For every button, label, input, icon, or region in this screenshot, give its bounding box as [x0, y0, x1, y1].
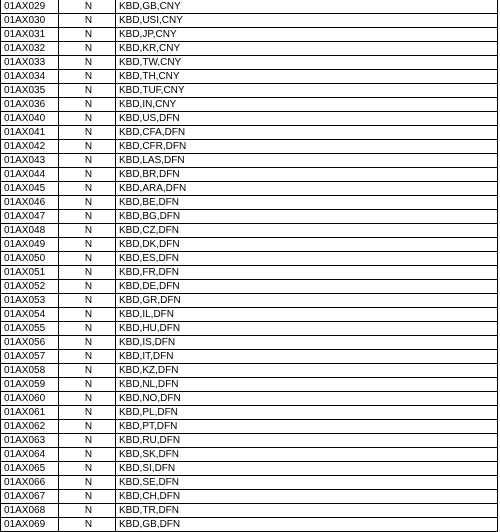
description-cell: KBD,NO,DFN: [116, 392, 498, 406]
description-cell: KBD,JP,CNY: [116, 28, 498, 42]
table-row: [1, 126, 498, 140]
description-cell: KBD,CZ,DFN: [116, 224, 498, 238]
part-code-cell: 01AX052: [1, 280, 59, 294]
flag-cell: N: [59, 224, 116, 238]
flag-cell: N: [59, 294, 116, 308]
table-row: [1, 70, 498, 84]
table-row: [1, 154, 498, 168]
table-row: [1, 350, 498, 364]
flag-cell: N: [59, 0, 116, 14]
description-cell: KBD,SK,DFN: [116, 448, 498, 462]
part-code-cell: 01AX046: [1, 196, 59, 210]
description-cell: KBD,PT,DFN: [116, 420, 498, 434]
flag-cell: N: [59, 280, 116, 294]
part-code-cell: 01AX031: [1, 28, 59, 42]
part-code-cell: 01AX051: [1, 266, 59, 280]
table-row: [1, 196, 498, 210]
flag-cell: N: [59, 154, 116, 168]
flag-cell: N: [59, 182, 116, 196]
description-cell: KBD,IL,DFN: [116, 308, 498, 322]
table-row: [1, 42, 498, 56]
description-cell: KBD,BR,DFN: [116, 168, 498, 182]
description-cell: KBD,CH,DFN: [116, 490, 498, 504]
flag-cell: N: [59, 196, 116, 210]
description-cell: KBD,LAS,DFN: [116, 154, 498, 168]
table-row: [1, 210, 498, 224]
flag-cell: N: [59, 336, 116, 350]
description-cell: KBD,TW,CNY: [116, 56, 498, 70]
description-cell: KBD,GB,DFN: [116, 518, 498, 532]
table-row: [1, 98, 498, 112]
part-code-cell: 01AX055: [1, 322, 59, 336]
table-row: [1, 266, 498, 280]
part-code-cell: 01AX057: [1, 350, 59, 364]
part-code-cell: 01AX050: [1, 252, 59, 266]
description-cell: KBD,CFR,DFN: [116, 140, 498, 154]
table-row: [1, 84, 498, 98]
flag-cell: N: [59, 252, 116, 266]
table-row: [1, 420, 498, 434]
table-row: [1, 112, 498, 126]
flag-cell: N: [59, 112, 116, 126]
part-code-cell: 01AX053: [1, 294, 59, 308]
description-cell: KBD,RU,DFN: [116, 434, 498, 448]
table-row: [1, 182, 498, 196]
part-code-cell: 01AX058: [1, 364, 59, 378]
part-code-cell: 01AX040: [1, 112, 59, 126]
flag-cell: N: [59, 84, 116, 98]
flag-cell: N: [59, 476, 116, 490]
description-cell: KBD,BE,DFN: [116, 196, 498, 210]
table-row: [1, 140, 498, 154]
part-code-cell: 01AX054: [1, 308, 59, 322]
parts-table-body: [1, 0, 498, 532]
description-cell: KBD,TUF,CNY: [116, 84, 498, 98]
table-row: [1, 518, 498, 532]
table-row: [1, 364, 498, 378]
table-row: [1, 378, 498, 392]
part-code-cell: 01AX041: [1, 126, 59, 140]
part-code-cell: 01AX032: [1, 42, 59, 56]
part-code-cell: 01AX063: [1, 434, 59, 448]
part-code-cell: 01AX059: [1, 378, 59, 392]
table-row: [1, 392, 498, 406]
part-code-cell: 01AX066: [1, 476, 59, 490]
flag-cell: N: [59, 266, 116, 280]
part-code-cell: 01AX069: [1, 518, 59, 532]
description-cell: KBD,TH,CNY: [116, 70, 498, 84]
part-code-cell: 01AX036: [1, 98, 59, 112]
flag-cell: N: [59, 168, 116, 182]
description-cell: KBD,NL,DFN: [116, 378, 498, 392]
part-code-cell: 01AX061: [1, 406, 59, 420]
flag-cell: N: [59, 406, 116, 420]
flag-cell: N: [59, 504, 116, 518]
flag-cell: N: [59, 364, 116, 378]
table-row: [1, 336, 498, 350]
description-cell: KBD,GR,DFN: [116, 294, 498, 308]
description-cell: KBD,SE,DFN: [116, 476, 498, 490]
description-cell: KBD,IT,DFN: [116, 350, 498, 364]
flag-cell: N: [59, 14, 116, 28]
part-code-cell: 01AX029: [1, 0, 59, 14]
description-cell: KBD,DK,DFN: [116, 238, 498, 252]
table-row: [1, 406, 498, 420]
table-row: [1, 224, 498, 238]
flag-cell: N: [59, 490, 116, 504]
part-code-cell: 01AX049: [1, 238, 59, 252]
table-row: [1, 504, 498, 518]
description-cell: KBD,PL,DFN: [116, 406, 498, 420]
flag-cell: N: [59, 448, 116, 462]
flag-cell: N: [59, 308, 116, 322]
table-row: [1, 476, 498, 490]
description-cell: KBD,SI,DFN: [116, 462, 498, 476]
part-code-cell: 01AX056: [1, 336, 59, 350]
description-cell: KBD,BG,DFN: [116, 210, 498, 224]
table-row: [1, 322, 498, 336]
table-row: [1, 56, 498, 70]
part-code-cell: 01AX030: [1, 14, 59, 28]
flag-cell: N: [59, 462, 116, 476]
flag-cell: N: [59, 420, 116, 434]
description-cell: KBD,IS,DFN: [116, 336, 498, 350]
description-cell: KBD,ARA,DFN: [116, 182, 498, 196]
part-code-cell: 01AX034: [1, 70, 59, 84]
table-row: [1, 434, 498, 448]
flag-cell: N: [59, 434, 116, 448]
part-code-cell: 01AX035: [1, 84, 59, 98]
flag-cell: N: [59, 42, 116, 56]
flag-cell: N: [59, 28, 116, 42]
flag-cell: N: [59, 518, 116, 532]
description-cell: KBD,IN,CNY: [116, 98, 498, 112]
table-row: [1, 238, 498, 252]
table-row: [1, 448, 498, 462]
part-code-cell: 01AX045: [1, 182, 59, 196]
table-row: [1, 462, 498, 476]
part-code-cell: 01AX048: [1, 224, 59, 238]
table-row: [1, 168, 498, 182]
flag-cell: N: [59, 322, 116, 336]
flag-cell: N: [59, 70, 116, 84]
flag-cell: N: [59, 238, 116, 252]
flag-cell: N: [59, 56, 116, 70]
part-code-cell: 01AX033: [1, 56, 59, 70]
flag-cell: N: [59, 392, 116, 406]
description-cell: KBD,KZ,DFN: [116, 364, 498, 378]
table-row: [1, 14, 498, 28]
part-code-cell: 01AX064: [1, 448, 59, 462]
part-code-cell: 01AX060: [1, 392, 59, 406]
part-code-cell: 01AX065: [1, 462, 59, 476]
flag-cell: N: [59, 210, 116, 224]
description-cell: KBD,USI,CNY: [116, 14, 498, 28]
part-code-cell: 01AX067: [1, 490, 59, 504]
table-row: [1, 294, 498, 308]
part-code-cell: 01AX068: [1, 504, 59, 518]
table-row: [1, 252, 498, 266]
description-cell: KBD,US,DFN: [116, 112, 498, 126]
table-row: [1, 0, 498, 14]
table-row: [1, 280, 498, 294]
flag-cell: N: [59, 378, 116, 392]
flag-cell: N: [59, 350, 116, 364]
description-cell: KBD,CFA,DFN: [116, 126, 498, 140]
description-cell: KBD,FR,DFN: [116, 266, 498, 280]
table-row: [1, 490, 498, 504]
table-row: [1, 28, 498, 42]
flag-cell: N: [59, 126, 116, 140]
description-cell: KBD,GB,CNY: [116, 0, 498, 14]
description-cell: KBD,KR,CNY: [116, 42, 498, 56]
part-code-cell: 01AX044: [1, 168, 59, 182]
part-code-cell: 01AX043: [1, 154, 59, 168]
description-cell: KBD,ES,DFN: [116, 252, 498, 266]
description-cell: KBD,DE,DFN: [116, 280, 498, 294]
description-cell: KBD,HU,DFN: [116, 322, 498, 336]
part-code-cell: 01AX047: [1, 210, 59, 224]
table-row: [1, 308, 498, 322]
flag-cell: N: [59, 140, 116, 154]
part-code-cell: 01AX062: [1, 420, 59, 434]
flag-cell: N: [59, 98, 116, 112]
part-code-cell: 01AX042: [1, 140, 59, 154]
description-cell: KBD,TR,DFN: [116, 504, 498, 518]
